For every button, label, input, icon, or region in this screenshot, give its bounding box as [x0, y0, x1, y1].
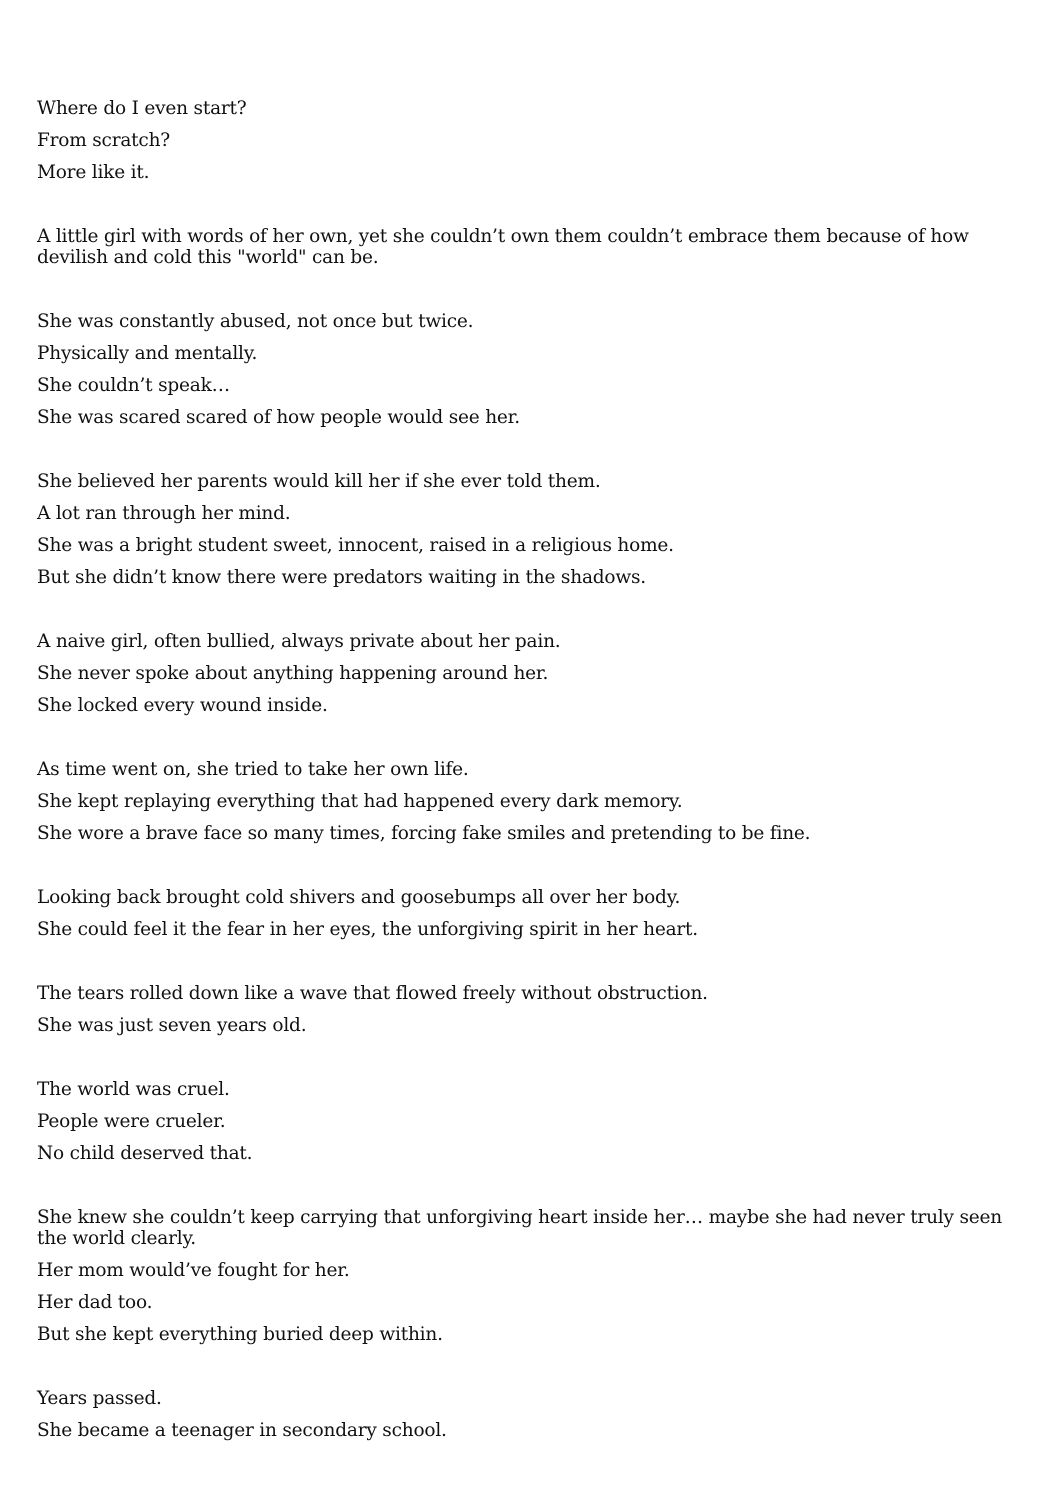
- paragraph-spacer: [37, 439, 1027, 471]
- text-line: A lot ran through her mind.: [37, 503, 291, 524]
- text-line: She was just seven years old.: [37, 1015, 307, 1036]
- text-line: The world was cruel.: [37, 1079, 230, 1100]
- text-line: But she kept everything buried deep within.: [37, 1324, 443, 1345]
- text-line: A little girl with words of her own, yet she couldn’t own them couldn’t embrace them because of how devilish and cold this "world" can be.: [37, 226, 969, 268]
- paragraph-spacer: [37, 1356, 1027, 1388]
- paragraph: [37, 98, 1027, 183]
- paragraph-spacer: [37, 194, 1027, 226]
- text-line: As time went on, she tried to take her own life.: [37, 759, 469, 780]
- text-line: Years passed.: [37, 1388, 162, 1409]
- text-line: The tears rolled down like a wave that flowed freely without obstruction.: [37, 983, 708, 1004]
- text-line: More like it.: [37, 162, 150, 183]
- paragraph: [37, 471, 1027, 588]
- text-line: She was scared scared of how people would see her.: [37, 407, 520, 428]
- text-line: She was a bright student sweet, innocent, raised in a religious home.: [37, 535, 674, 556]
- paragraph-spacer: [37, 855, 1027, 887]
- paragraph: [37, 631, 1027, 716]
- text-line: She believed her parents would kill her if she ever told them.: [37, 471, 601, 492]
- text-line: Her mom would’ve fought for her.: [37, 1260, 350, 1281]
- paragraph: [37, 311, 1027, 428]
- text-line: No child deserved that.: [37, 1143, 253, 1164]
- text-line: People were crueler.: [37, 1111, 226, 1132]
- paragraph-spacer: [37, 279, 1027, 311]
- text-line: She locked every wound inside.: [37, 695, 328, 716]
- text-line: She could feel it the fear in her eyes, the unforgiving spirit in her heart.: [37, 919, 698, 940]
- paragraph-spacer: [37, 727, 1027, 759]
- paragraph-spacer: [37, 1047, 1027, 1079]
- text-line: She wore a brave face so many times, forcing fake smiles and pretending to be fine.: [37, 823, 811, 844]
- text-line: Her dad too.: [37, 1292, 153, 1313]
- text-line: She was constantly abused, not once but twice.: [37, 311, 474, 332]
- document-body: [37, 98, 1027, 1452]
- text-line: Looking back brought cold shivers and goosebumps all over her body.: [37, 887, 681, 908]
- text-line: Where do I even start?: [37, 98, 247, 119]
- text-line: She became a teenager in secondary school.: [37, 1420, 447, 1441]
- text-line: A naive girl, often bullied, always private about her pain.: [37, 631, 561, 652]
- text-line: She couldn’t speak…: [37, 375, 230, 396]
- text-line: She never spoke about anything happening around her.: [37, 663, 549, 684]
- paragraph-spacer: [37, 599, 1027, 631]
- paragraph-spacer: [37, 951, 1027, 983]
- paragraph: [37, 1079, 1027, 1164]
- paragraph: [37, 1388, 1027, 1441]
- paragraph: [37, 983, 1027, 1036]
- paragraph: [37, 1207, 1027, 1345]
- text-line: She kept replaying everything that had happened every dark memory.: [37, 791, 683, 812]
- text-line: But she didn’t know there were predators waiting in the shadows.: [37, 567, 646, 588]
- paragraph-spacer: [37, 1175, 1027, 1207]
- paragraph: [37, 759, 1027, 844]
- paragraph: [37, 887, 1027, 940]
- text-line: Physically and mentally.: [37, 343, 258, 364]
- text-line: She knew she couldn’t keep carrying that unforgiving heart inside her… maybe she had never truly seen the world clearly.: [37, 1207, 1002, 1249]
- text-line: From scratch?: [37, 130, 170, 151]
- paragraph: [37, 226, 1027, 268]
